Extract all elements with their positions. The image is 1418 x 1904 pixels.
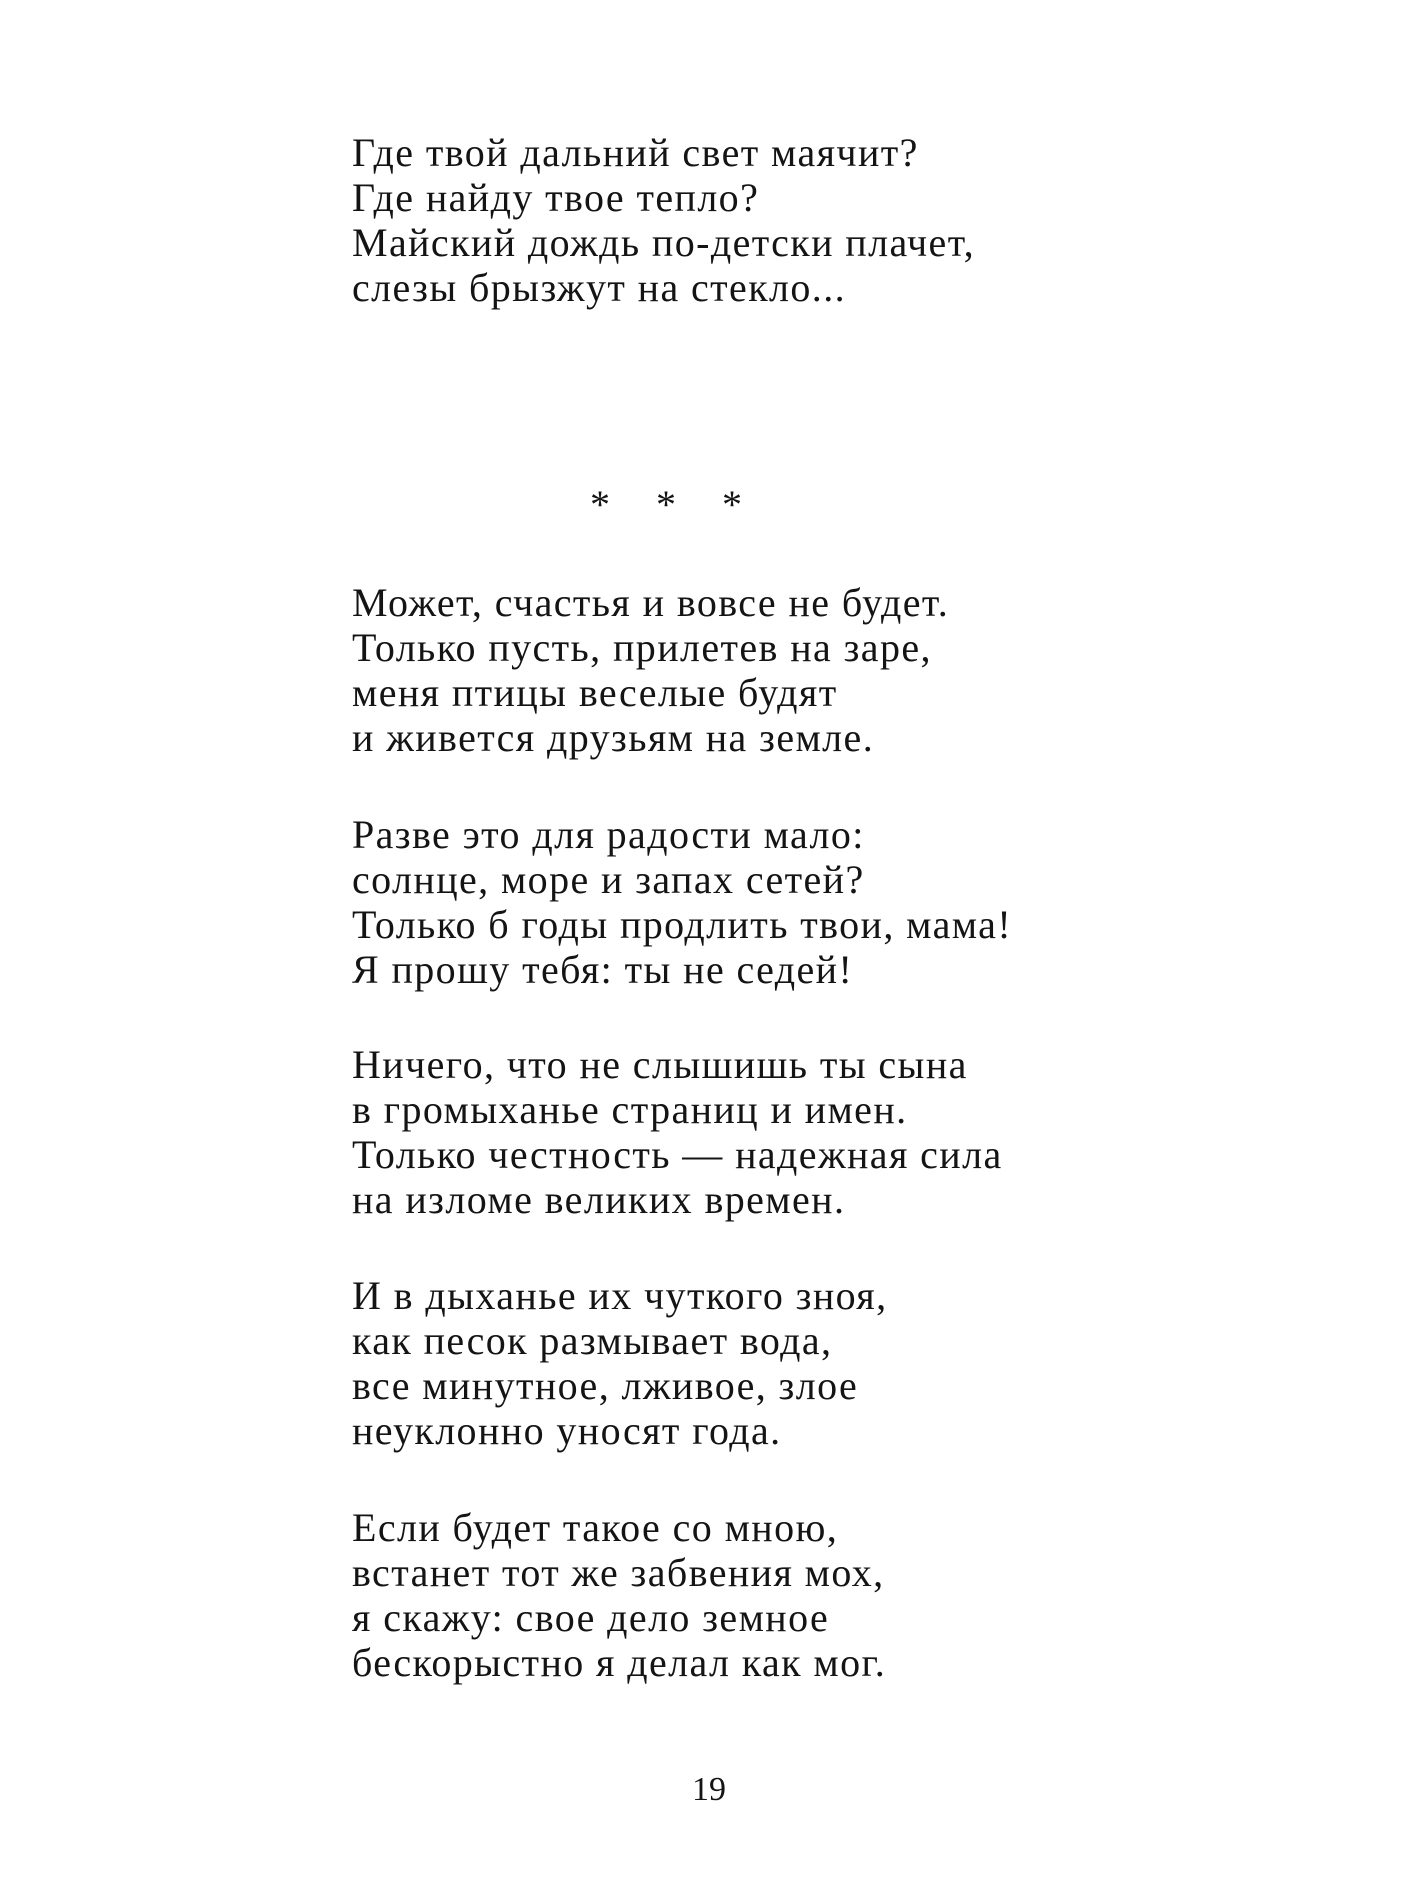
poem-line: все минутное, лживое, злое xyxy=(352,1363,859,1408)
stanza-3 xyxy=(352,812,1012,992)
poem-line: Я прошу тебя: ты не седей! xyxy=(352,947,854,992)
poem-line: И в дыханье их чуткого зноя, xyxy=(352,1273,888,1318)
poem-line: Ничего, что не слышишь ты сына xyxy=(352,1042,968,1087)
poem-line: встанет тот же забвения мох, xyxy=(352,1550,885,1595)
stanza-1 xyxy=(352,130,975,310)
poem-line: как песок размывает вода, xyxy=(352,1318,833,1363)
poem-line: слезы брызжут на стекло... xyxy=(352,265,846,310)
poem-line: я скажу: свое дело земное xyxy=(352,1595,830,1640)
poem-line: на изломе великих времен. xyxy=(352,1177,846,1222)
poem-line: меня птицы веселые будят xyxy=(352,670,838,715)
poem-line: Только пусть, прилетев на заре, xyxy=(352,625,932,670)
stanza-4 xyxy=(352,1042,1003,1222)
poem-line: Где найду твое тепло? xyxy=(352,175,760,220)
poem-line: Только честность — надежная сила xyxy=(352,1132,1003,1177)
poem-line: бескорыстно я делал как мог. xyxy=(352,1640,887,1685)
page-number: 19 xyxy=(692,1771,726,1808)
poem-line: Если будет такое со мною, xyxy=(352,1505,839,1550)
poem-line: в громыханье страниц и имен. xyxy=(352,1087,908,1132)
stanza-2 xyxy=(352,580,949,760)
poem-line: Майский дождь по-детски плачет, xyxy=(352,220,975,265)
poem-line: Где твой дальний свет маячит? xyxy=(352,130,919,175)
poem-line: солнце, море и запах сетей? xyxy=(352,857,865,902)
poem-line: неуклонно уносят года. xyxy=(352,1408,782,1453)
poem-line: и живется друзьям на земле. xyxy=(352,715,875,760)
section-divider: * * * xyxy=(590,482,760,527)
stanza-6 xyxy=(352,1505,886,1685)
poem-line: Только б годы продлить твои, мама! xyxy=(352,902,1013,947)
poem-line: Разве это для радости мало: xyxy=(352,812,865,857)
poem-line: Может, счастья и вовсе не будет. xyxy=(352,580,950,625)
stanza-5 xyxy=(352,1273,888,1453)
